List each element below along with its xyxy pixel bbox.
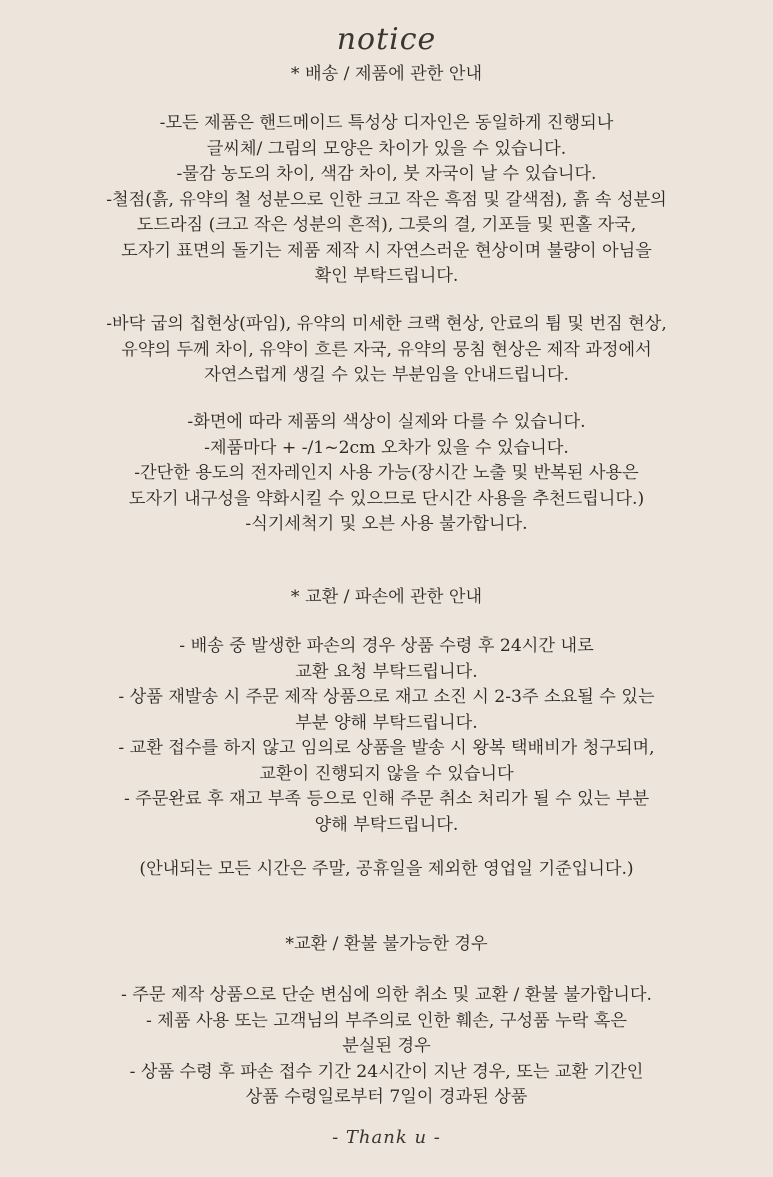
text-line: -화면에 따라 제품의 색상이 실제와 다를 수 있습니다. bbox=[187, 412, 586, 432]
text-line: - 교환 접수를 하지 않고 임의로 상품을 발송 시 왕복 택배비가 청구되며, bbox=[118, 738, 655, 758]
text-line: - 배송 중 발생한 파손의 경우 상품 수령 후 24시간 내로 bbox=[179, 636, 594, 656]
text-line: 도자기 내구성을 약화시킬 수 있으므로 단시간 사용을 추천드립니다.) bbox=[128, 488, 645, 509]
shipping-paragraph-2 bbox=[0, 312, 773, 389]
text-line: -모든 제품은 핸드메이드 특성상 디자인은 동일하게 진행되나 bbox=[159, 113, 614, 133]
text-line: 확인 부탁드립니다. bbox=[314, 266, 459, 286]
text-line: 유약의 두께 차이, 유약이 흐른 자국, 유약의 뭉침 현상은 제작 과정에서 bbox=[121, 339, 652, 360]
text-line: -바닥 굽의 칩현상(파임), 유약의 미세한 크랙 현상, 안료의 튐 및 번짐 현상, bbox=[106, 314, 667, 334]
section-heading-shipping: * 배송 / 제품에 관한 안내 bbox=[290, 64, 483, 84]
business-days-note bbox=[0, 857, 773, 883]
section-heading-exchange: * 교환 / 파손에 관한 안내 bbox=[290, 587, 483, 607]
text-line: 양해 부탁드립니다. bbox=[314, 814, 459, 835]
section-heading-no-refund: *교환 / 환불 불가능한 경우 bbox=[285, 934, 488, 954]
text-line: 부분 양해 부탁드립니다. bbox=[295, 712, 478, 733]
text-line: (안내되는 모든 시간은 주말, 공휴일을 제외한 영업일 기준입니다.) bbox=[139, 859, 634, 879]
text-line: - 상품 재발송 시 주문 제작 상품으로 재고 소진 시 2-3주 소요될 수 있는 bbox=[118, 687, 655, 707]
text-line: 분실된 경우 bbox=[342, 1036, 431, 1056]
text-line: - 상품 수령 후 파손 접수 기간 24시간이 지난 경우, 또는 교환 기간인 bbox=[129, 1061, 644, 1082]
text-line: - 주문 제작 상품으로 단순 변심에 의한 취소 및 교환 / 환불 불가합니다. bbox=[121, 985, 652, 1005]
text-line: -간단한 용도의 전자레인지 사용 가능(장시간 노출 및 반복된 사용은 bbox=[134, 463, 639, 483]
no-refund-paragraph bbox=[0, 983, 773, 1111]
text-line: 도드라짐 (크고 작은 성분의 흔적), 그릇의 결, 기포들 및 핀홀 자국, bbox=[136, 215, 637, 235]
text-line: - 주문완료 후 재고 부족 등으로 인해 주문 취소 처리가 될 수 있는 부분 bbox=[123, 789, 650, 809]
text-line: 상품 수령일로부터 7일이 경과된 상품 bbox=[245, 1087, 528, 1107]
text-line: 교환이 진행되지 않을 수 있습니다 bbox=[259, 763, 514, 784]
text-line: -철점(흙, 유약의 철 성분으로 인한 크고 작은 흑점 및 갈색점), 흙 속 성분의 bbox=[106, 189, 667, 210]
text-line: -식기세척기 및 오븐 사용 불가합니다. bbox=[245, 514, 528, 534]
exchange-paragraph bbox=[0, 634, 773, 838]
shipping-paragraph-3 bbox=[0, 410, 773, 538]
shipping-paragraph-1 bbox=[0, 111, 773, 290]
text-line: 도자기 표면의 돌기는 제품 제작 시 자연스러운 현상이며 불량이 아님을 bbox=[121, 240, 652, 261]
text-line: -물감 농도의 차이, 색감 차이, 붓 자국이 날 수 있습니다. bbox=[176, 164, 597, 184]
text-line: 자연스럽게 생길 수 있는 부분임을 안내드립니다. bbox=[204, 365, 569, 385]
page-title: notice bbox=[336, 22, 437, 57]
text-line: - 제품 사용 또는 고객님의 부주의로 인한 훼손, 구성품 누락 혹은 bbox=[146, 1010, 627, 1031]
text-line: 글씨체/ 그림의 모양은 차이가 있을 수 있습니다. bbox=[206, 138, 567, 159]
text-line: -제품마다 + -/1~2cm 오차가 있을 수 있습니다. bbox=[204, 437, 569, 458]
text-line: 교환 요청 부탁드립니다. bbox=[295, 661, 478, 682]
thank-you-footer: - Thank u - bbox=[332, 1127, 441, 1148]
